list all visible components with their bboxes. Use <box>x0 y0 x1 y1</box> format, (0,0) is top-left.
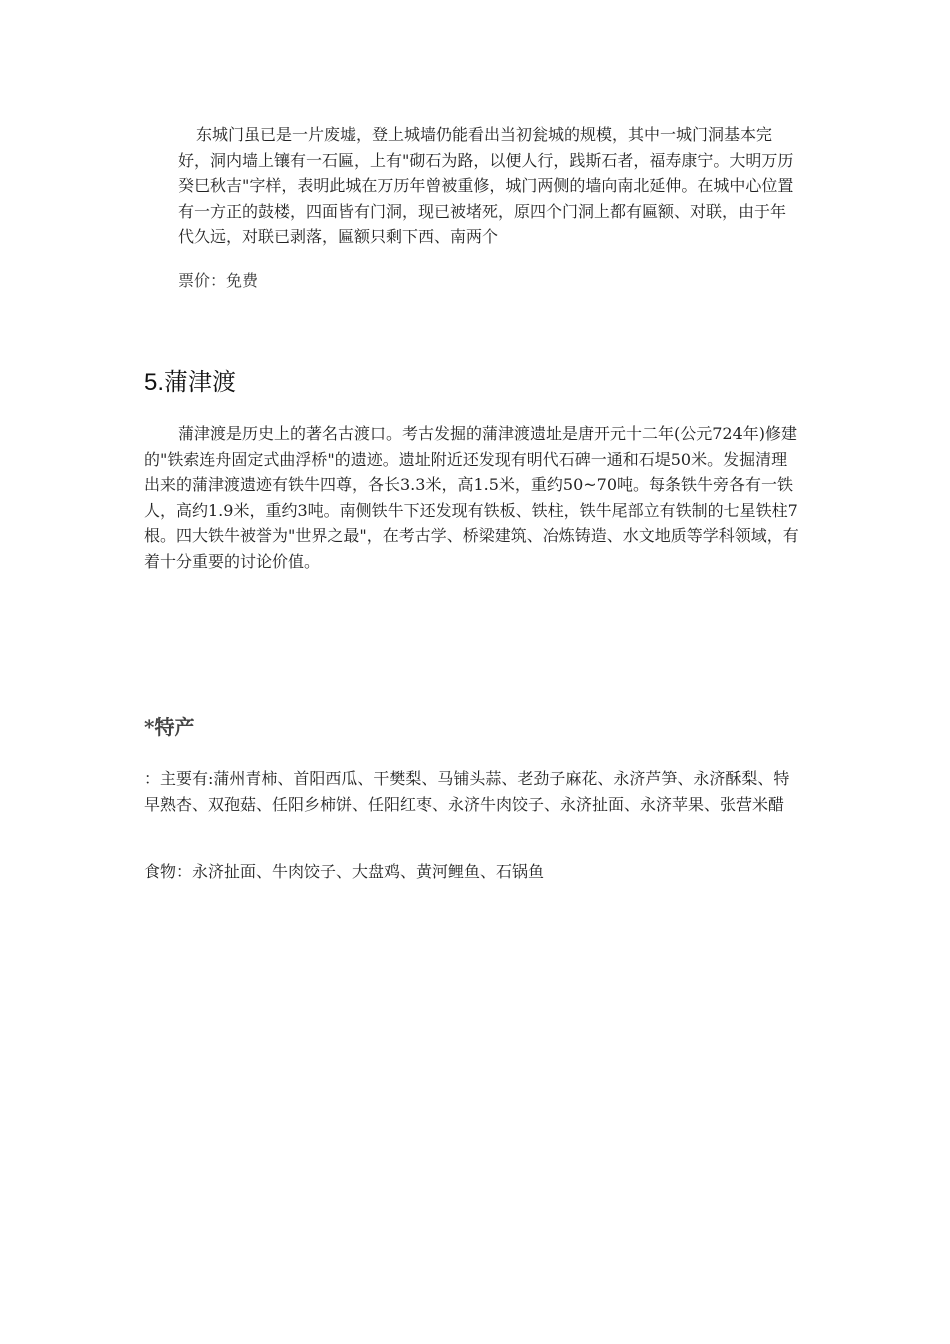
pujin-heading: 5.蒲津渡 <box>144 369 237 396</box>
specialty-food: 食物：永济扯面、牛肉饺子、大盘鸡、黄河鲤鱼、石锅鱼 <box>144 862 545 881</box>
east-gate-paragraph: 东城门虽已是一片废墟，登上城墙仍能看出当初瓮城的规模，其中一城门洞基本完好，洞内墙上镶有一石匾，上有"砌石为路，以便人行，践斯石者，福寿康宁。大明万历癸巳秋吉"字样，表明此城在万历年曾被重修，城门两侧的墙向南北延伸。在城中心位置有一方正的鼓楼，四面皆有门洞，现已被堵死，原四个门洞上都有匾额、对联，由于年代久远，对联已剥落，匾额只剩下西、南两个 <box>178 125 794 246</box>
specialty-heading: *特产 <box>144 715 195 739</box>
pujin-paragraph: 蒲津渡是历史上的著名古渡口。考古发掘的蒲津渡遗址是唐开元十二年(公元724年)修建的"铁索连舟固定式曲浮桥"的遗迹。遗址附近还发现有明代石碑一通和石堤50米。发掘清理出来的蒲津渡遗迹有铁牛四尊，各长3.3米，高1.5米，重约50~70吨。每条铁牛旁各有一铁人，高约1.9米，重约3吨。南侧铁牛下还发现有铁板、铁柱，铁牛尾部立有铁制的七星铁柱7根。四大铁牛被誉为"世界之最"，在考古学、桥梁建筑、冶炼铸造、水文地质等学科领域，有着十分重要的讨论价值。 <box>144 424 799 571</box>
ticket-price: 票价：免费 <box>178 271 259 290</box>
specialty-products: ：主要有:蒲州青柿、首阳西瓜、干樊梨、马铺头蒜、老劲子麻花、永济芦笋、永济酥梨、特早熟杏、双孢菇、任阳乡柿饼、任阳红枣、永济牛肉饺子、永济扯面、永济苹果、张营米醋 <box>144 769 790 814</box>
